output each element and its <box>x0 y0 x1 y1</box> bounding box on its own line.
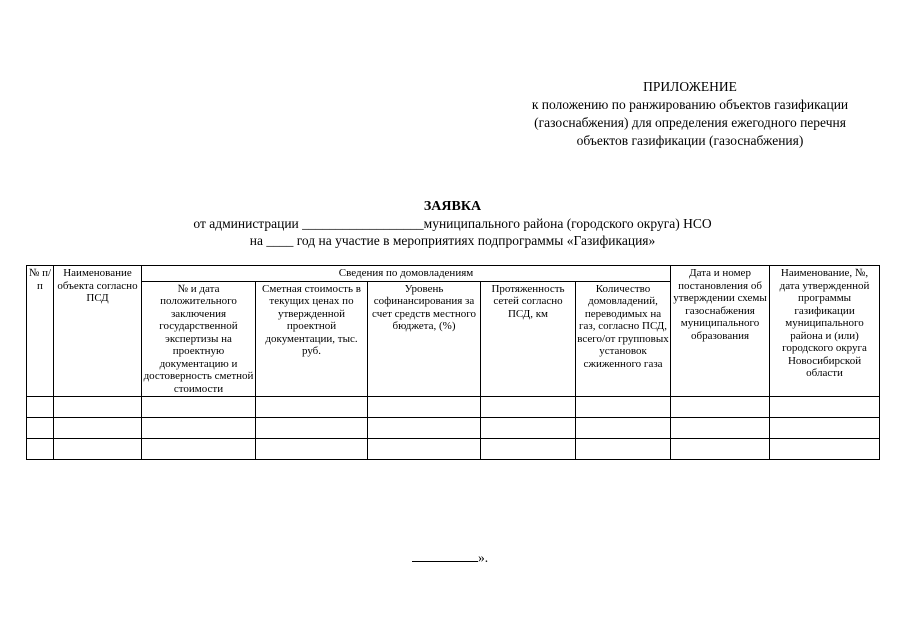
table-cell <box>368 439 481 460</box>
table-cell <box>671 397 770 418</box>
table-row <box>27 397 880 418</box>
table-cell <box>54 397 142 418</box>
application-heading <box>0 198 905 249</box>
table-cell <box>142 397 256 418</box>
appendix-heading <box>470 78 905 150</box>
table-cell <box>142 418 256 439</box>
table-cell <box>54 418 142 439</box>
application-table <box>26 265 880 460</box>
header-program: Наименование, №, дата утвержденной программы газификации муниципального района и (или) городского округа Новосибирской области <box>770 266 880 397</box>
header-cofinancing: Уровень софинансирования за счет средств местного бюджета, (%) <box>368 281 481 397</box>
year-line: на ____ год на участие в мероприятиях подпрограммы «Газификация» <box>249 233 656 248</box>
table-row <box>27 418 880 439</box>
appendix-line: объектов газификации (газоснабжения) <box>576 133 804 148</box>
table-cell <box>368 397 481 418</box>
table-cell <box>256 418 368 439</box>
document-title: ЗАЯВКА <box>423 199 482 214</box>
table-cell <box>54 439 142 460</box>
table-cell <box>256 439 368 460</box>
table-header-row <box>27 266 880 282</box>
table-cell <box>481 397 576 418</box>
appendix-line: (газоснабжения) для определения ежегодного перечня <box>534 115 846 130</box>
closing-quote: ». <box>478 550 489 565</box>
table-cell <box>142 439 256 460</box>
table-cell <box>770 418 880 439</box>
table-cell <box>576 439 671 460</box>
table-cell <box>27 397 54 418</box>
header-network-length: Протяженность сетей согласно ПСД, км <box>481 281 576 397</box>
table-cell <box>27 439 54 460</box>
administration-line: от администрации __________________муниципального района (городского округа) НСО <box>193 216 712 231</box>
header-household-info: Сведения по домовладениям <box>142 266 671 282</box>
table-cell <box>481 418 576 439</box>
header-households-count: Количество домовладений, переводимых на газ, согласно ПСД, всего/от групповых установок сжиженного газа <box>576 281 671 397</box>
table-cell <box>671 418 770 439</box>
table-cell <box>256 397 368 418</box>
appendix-line: к положению по ранжированию объектов газификации <box>531 97 849 112</box>
table-cell <box>671 439 770 460</box>
appendix-title: ПРИЛОЖЕНИЕ <box>643 79 737 94</box>
header-number: № п/п <box>27 266 54 397</box>
table-cell <box>576 397 671 418</box>
table-cell <box>368 418 481 439</box>
signature-blank <box>412 548 478 562</box>
table-cell <box>770 397 880 418</box>
table-cell <box>27 418 54 439</box>
table-cell <box>576 418 671 439</box>
table-cell <box>481 439 576 460</box>
table-cell <box>770 439 880 460</box>
header-estimated-cost: Сметная стоимость в текущих ценах по утвержденной проектной документации, тыс. руб. <box>256 281 368 397</box>
table-row <box>27 439 880 460</box>
closing-mark <box>412 548 488 566</box>
header-object-name: Наименование объекта согласно ПСД <box>54 266 142 397</box>
header-decree: Дата и номер постановления об утверждении схемы газоснабжения муниципального образования <box>671 266 770 397</box>
header-expertise: № и дата положительного заключения государственной экспертизы на проектную документацию и достоверность сметной стоимости <box>142 281 256 397</box>
